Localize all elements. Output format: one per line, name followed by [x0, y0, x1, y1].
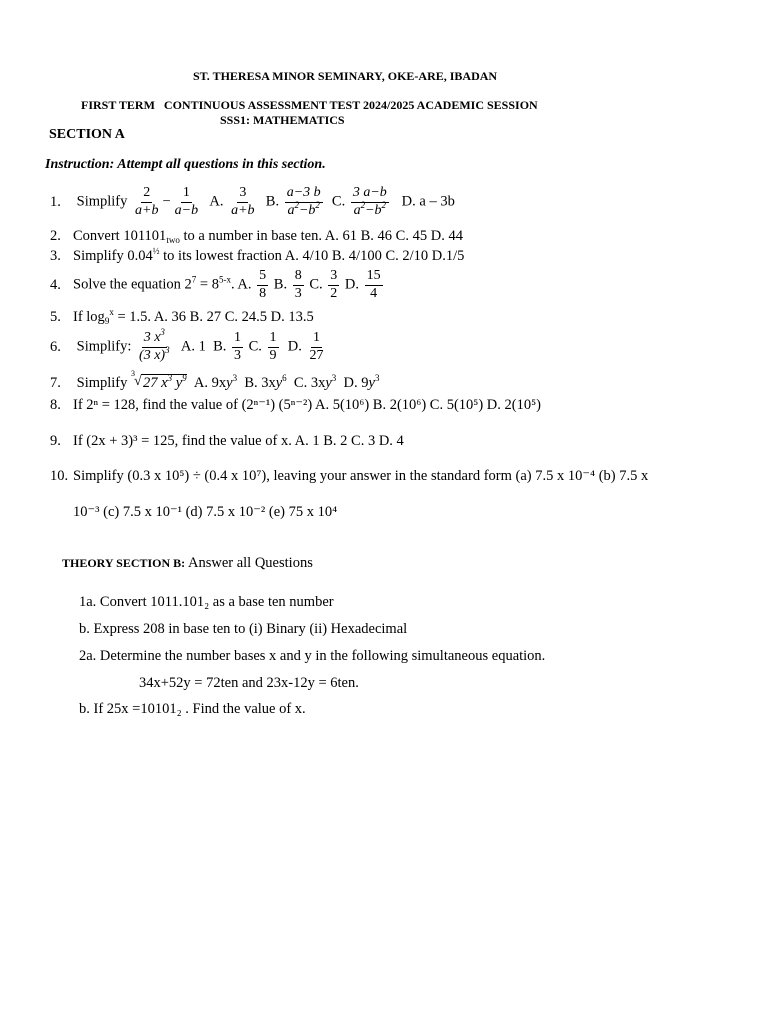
- question-5: [50, 307, 314, 326]
- exponent: 7: [191, 274, 197, 285]
- theory-item: 1a. Convert 1011.101₂ as a base ten number: [79, 594, 334, 610]
- school-name: ST. THERESA MINOR SEMINARY, OKE-ARE, IBADAN: [193, 69, 498, 83]
- term-label: FIRST TERM: [81, 98, 155, 112]
- test-label: CONTINUOUS ASSESSMENT TEST 2024/2025 ACADEMIC SESSION: [163, 98, 538, 112]
- option-b-fraction: $\frac{8}{3}$: [294, 268, 302, 301]
- question-1: 1. Simplify $\frac{2}{a+b}$ − $\frac{1}{a-b}$ A. $\frac{3}{a+b}$ B. $\frac{a-3 b}{a^2-b^2}$ C. $\frac{3 a-b}{a^2-b^2}$ D. a – 3b: [50, 185, 455, 218]
- question-number: 5.: [50, 309, 61, 325]
- base-subscript: two: [166, 235, 180, 245]
- theory-item: b. If 25x =10101₂ . Find the value of x.: [79, 701, 306, 717]
- theory-subtitle: Answer all Questions: [185, 555, 313, 571]
- question-number: 7.: [50, 375, 61, 391]
- question-10-continuation: 10⁻³ (c) 7.5 x 10⁻¹ (d) 7.5 x 10⁻² (e) 75 x 10⁴: [73, 504, 338, 520]
- question-text: Simplify 0.04: [73, 248, 153, 264]
- option-b-fraction: $\frac{1}{3}$: [234, 330, 241, 363]
- option-b-fraction: $\frac{a-3 b}{a^2-b^2}$: [286, 185, 321, 218]
- question-6: 6. Simplify: $\frac{3 x^3}{(3 x)^3}$ A. 1 B. $\frac{1}{3}$ C. $\frac{1}{9}$ D. $\frac{1}{27}$: [50, 327, 324, 363]
- question-7: 7. Simplify 3 √ 27 $x^3$ $y^9$ A. $9xy^3$ B. $3xy^6$ C. $3xy^3$ D. $9y^3$: [50, 369, 380, 391]
- question-text: Solve the equation 2: [73, 276, 192, 293]
- instruction: Instruction: Attempt all questions in this section.: [45, 157, 326, 172]
- question-number: 2.: [50, 228, 61, 244]
- theory-heading: [62, 554, 313, 572]
- exponent: 5-x: [218, 274, 231, 285]
- option-c-fraction: $\frac{3 a-b}{a^2-b^2}$: [352, 185, 387, 218]
- question-text: If 2ⁿ = 128, find the value of (2ⁿ⁻¹) (5ⁿ⁻²) A. 5(10⁶) B. 2(10⁶) C. 5(10⁵) D. 2(10⁵): [73, 397, 541, 413]
- base-subscript: 9: [104, 316, 110, 326]
- option-d-fraction: $\frac{15}{4}$: [366, 268, 381, 301]
- question-8: [50, 398, 541, 413]
- test-title-line: [81, 98, 538, 113]
- fraction: $\frac{3 x^3}{(3 x)^3}$: [139, 327, 170, 363]
- option-a-fraction: $\frac{3}{a+b}$: [231, 185, 255, 218]
- question-options: to a number in base ten. A. 61 B. 46 C. 45 D. 44: [179, 228, 463, 244]
- option-c-fraction: $\frac{1}{9}$: [269, 330, 277, 363]
- question-text: If (2x + 3)³ = 125, find the value of x. A. 1 B. 2 C. 3 D. 4: [73, 433, 404, 449]
- theory-item: b. Express 208 in base ten to (i) Binary (ii) Hexadecimal: [79, 621, 408, 637]
- question-9: [50, 434, 404, 449]
- question-text: If log: [73, 309, 105, 325]
- question-number: 4.: [50, 276, 61, 293]
- question-number: 3.: [50, 248, 61, 264]
- question-number: 6.: [50, 338, 61, 355]
- section-a-heading: SECTION A: [49, 127, 125, 142]
- option-a-fraction: $\frac{5}{8}$: [259, 268, 267, 301]
- question-prompt: Simplify: [76, 375, 128, 391]
- subject-title: SSS1: MATHEMATICS: [220, 113, 345, 127]
- fraction: $\frac{2}{a+b}$: [135, 185, 159, 218]
- question-3: [50, 246, 465, 264]
- question-prompt: Simplify: [76, 193, 128, 210]
- question-text: = 8: [196, 276, 219, 293]
- question-number: 10.: [50, 468, 69, 484]
- question-options: to its lowest fraction A. 4/10 B. 4/100 C. 2/10 D.1/5: [159, 248, 465, 264]
- theory-item: 2a. Determine the number bases x and y in the following simultaneous equation.: [79, 648, 546, 664]
- exponent: ½: [152, 246, 160, 256]
- question-prompt: Simplify:: [76, 338, 132, 355]
- exponent: x: [109, 307, 114, 317]
- question-number: 8.: [50, 397, 61, 413]
- theory-equation: 34x+52y = 72ten and 23x-12y = 6ten.: [139, 675, 359, 691]
- question-2: [50, 229, 463, 244]
- question-options: = 1.5. A. 36 B. 27 C. 24.5 D. 13.5: [113, 309, 314, 325]
- question-10: [50, 469, 648, 484]
- question-number: 1.: [50, 193, 61, 210]
- fraction: $\frac{1}{a-b}$: [174, 185, 199, 218]
- question-text: Convert 101101: [73, 228, 167, 244]
- cube-root: 3 √ 27 $x^3$ $y^9$: [131, 369, 187, 391]
- option-c-fraction: $\frac{3}{2}$: [330, 268, 338, 301]
- question-4: 4. Solve the equation $2^7 = 8^{5-x}$. A. $\frac{5}{8}$ B. $\frac{8}{3}$ C. $\frac{3}{2}$ D. $\frac{15}{4}$: [50, 268, 381, 301]
- question-text: . A.: [230, 276, 252, 293]
- option-d-fraction: $\frac{1}{27}$: [309, 330, 324, 363]
- question-text: Simplify (0.3 x 10⁵) ÷ (0.4 x 10⁷), leaving your answer in the standard form (a) 7.5 x 10⁻⁴ (b) 7.5 x: [73, 468, 649, 484]
- theory-title: THEORY SECTION B:: [62, 556, 186, 570]
- question-number: 9.: [50, 433, 61, 449]
